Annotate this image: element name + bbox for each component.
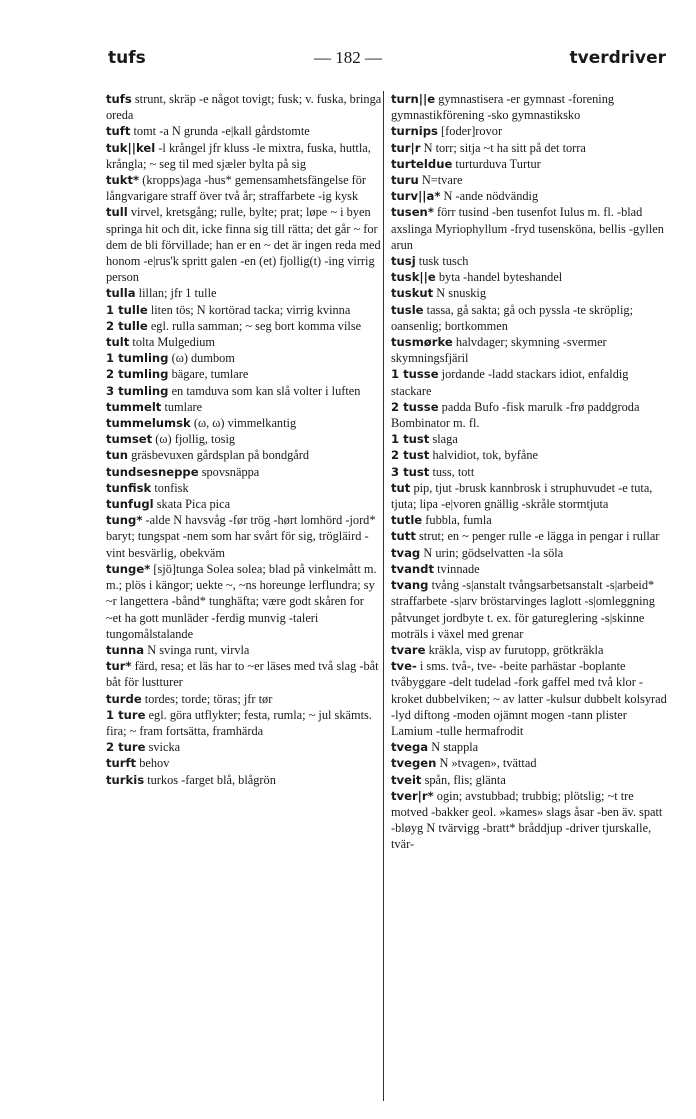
dictionary-entry	[391, 334, 669, 366]
dictionary-entry	[106, 366, 382, 382]
dictionary-entry	[391, 431, 669, 447]
entry-definition: tvång -s|anstalt tvångsarbetsanstalt -s|arbeid* straffarbete -s|arv bröstarvinges laglott -s|omleggning påtvunget jordbyte t. ex. för gatureglering -s|skinne moträls i växel med grenar	[391, 578, 655, 641]
entry-headword: 3 tumling	[106, 383, 169, 398]
dictionary-entry	[106, 496, 382, 512]
entry-definition: N urin; gödselvatten -la söla	[423, 545, 564, 560]
dictionary-entry	[106, 285, 382, 301]
dictionary-entry	[106, 658, 382, 690]
entry-headword: 1 tulle	[106, 302, 148, 317]
entry-definition: förr tusind -ben tusenfot Iulus m. fl. -blad axslinga Myriophyllum -fryd tusensköna, bellis -gyllen arun	[391, 205, 664, 252]
header-right-guideword: tverdriver	[569, 48, 666, 68]
dictionary-entry	[391, 739, 669, 755]
entry-definition: egl. rulla samman; ~ seg bort komma vilse	[150, 318, 362, 333]
dictionary-entry	[106, 334, 382, 350]
dictionary-entry	[106, 140, 382, 172]
entry-headword: tvang	[391, 578, 429, 593]
entry-definition: kräkla, visp av furutopp, grötkräkla	[428, 642, 604, 657]
entry-definition: N stappla	[431, 740, 479, 755]
dictionary-entry	[391, 577, 669, 642]
entry-headword: tvegen	[391, 756, 437, 771]
dictionary-entry	[391, 156, 669, 172]
entry-headword: turnips	[391, 124, 438, 139]
entry-headword: tulla	[106, 286, 136, 301]
entry-definition: skata Pica pica	[156, 497, 231, 512]
dictionary-entry	[391, 642, 669, 658]
dictionary-entry	[106, 204, 382, 285]
entry-headword: 2 tumling	[106, 367, 169, 382]
entry-headword: tutle	[391, 513, 423, 528]
entry-definition: bägare, tumlare	[171, 367, 249, 382]
entry-definition: färd, resa; et läs har to ~er läses med två slag -båt båt för lustturer	[106, 659, 379, 690]
entry-definition: jordande -ladd stackars idiot, enfaldig stackare	[391, 367, 629, 398]
page-number: — 182 —	[314, 48, 382, 67]
dictionary-entry	[391, 772, 669, 788]
dictionary-entry	[106, 772, 382, 788]
entry-headword: tvega	[391, 740, 429, 755]
entry-headword: tusk||e	[391, 270, 436, 285]
entry-definition: pip, tjut -brusk kannbrosk i struphuvudet -e tuta, tjuta; lipa -e|voren gnällig -skråle stormtjuta	[391, 480, 653, 512]
dictionary-entry	[391, 188, 669, 204]
entry-headword: 2 ture	[106, 740, 146, 755]
entry-headword: tvandt	[391, 561, 435, 576]
dictionary-entry	[106, 172, 382, 204]
entry-headword: tunfugl	[106, 497, 154, 512]
dictionary-entry	[391, 172, 669, 188]
dictionary-entry	[391, 366, 669, 398]
dictionary-entry	[391, 253, 669, 269]
entry-definition: N=tvare	[421, 173, 463, 188]
dictionary-entry	[106, 350, 382, 366]
dictionary-entry	[106, 642, 382, 658]
dictionary-entry	[106, 431, 382, 447]
dictionary-entry	[106, 561, 382, 642]
entry-headword: turde	[106, 691, 142, 706]
entry-definition: tumlare	[164, 399, 203, 414]
entry-headword: tunge*	[106, 561, 151, 576]
entry-headword: tvare	[391, 642, 426, 657]
entry-definition: spån, flis; glänta	[424, 772, 506, 787]
entry-definition: strunt, skräp -e något tovigt; fusk; v. fuska, bringa oreda	[106, 92, 382, 123]
entry-headword: turkis	[106, 772, 145, 787]
entry-headword: tuft	[106, 124, 131, 139]
dictionary-entry	[106, 91, 382, 123]
entry-headword: tuk||kel	[106, 140, 156, 155]
entry-definition: halvdager; skymning -svermer skymningsfjäril	[391, 335, 607, 366]
entry-headword: 1 ture	[106, 707, 146, 722]
dictionary-entry	[106, 318, 382, 334]
entry-definition: fubbla, fumla	[425, 513, 492, 528]
dictionary-entry	[391, 464, 669, 480]
dictionary-entry	[391, 561, 669, 577]
entry-definition: gräsbevuxen gårdsplan på bondgård	[131, 448, 310, 463]
entry-headword: tung*	[106, 513, 143, 528]
entry-definition: (ω) fjollig, tosig	[155, 432, 236, 447]
right-column	[391, 91, 669, 853]
entry-headword: tunfisk	[106, 480, 152, 495]
entry-definition: N svinga runt, virvla	[147, 642, 250, 657]
entry-definition: turturduva Turtur	[455, 156, 541, 171]
entry-definition: [sjö]tunga Solea solea; blad på vinkelmått m. m.; plös i kängor; uekte ~, ~ns horeunge lerflundra; sy ~r langettera -bånd* tunghäfta; være godt skåren for ~et ha gott munläder -ferdig munvig -taleri tungomålstalande	[106, 561, 377, 641]
entry-headword: tusmørke	[391, 335, 453, 350]
entry-definition: (kropps)aga -hus* gemensamhetsfängelse för långvarigare straff över två år; straffarbete -ig kysk	[106, 173, 367, 204]
entry-definition: N torr; sitja ~t ha sitt på det torra	[423, 140, 586, 155]
entry-headword: tve-	[391, 659, 417, 674]
entry-definition: padda Bufo -fisk marulk -frø paddgroda Bombinator m. fl.	[391, 399, 640, 431]
dictionary-entry	[391, 140, 669, 156]
entry-definition: halvidiot, tok, byfåne	[432, 448, 539, 463]
left-column	[106, 91, 382, 788]
entry-headword: tumset	[106, 432, 153, 447]
entry-headword: 2 tulle	[106, 318, 148, 333]
entry-headword: turn||e	[391, 92, 436, 106]
dictionary-entry	[106, 464, 382, 480]
column-divider	[383, 91, 384, 1101]
entry-headword: tukt*	[106, 173, 140, 188]
entry-definition: N -ande nödvändig	[443, 189, 539, 204]
entry-headword: 1 tumling	[106, 351, 169, 366]
dictionary-entry	[391, 658, 669, 739]
entry-definition: behov	[139, 756, 170, 771]
dictionary-entry	[106, 480, 382, 496]
dictionary-entry	[106, 399, 382, 415]
entry-definition: N »tvagen», tvättad	[439, 756, 537, 771]
entry-headword: turft	[106, 756, 137, 771]
entry-definition: virvel, kretsgång; rulle, bylte; prat; løpe ~ i byen springa hit och dit, icke finna sig till rätta; det går ~ for dem de bli förvillade; han er en ~ det är ingen reda med honom -e|rus'k spritt galen -en (et) fjollig(t) -ing virrig person	[106, 205, 381, 285]
entry-headword: tur|r	[391, 140, 421, 155]
entry-headword: tusle	[391, 302, 424, 317]
entry-headword: tveit	[391, 772, 422, 787]
entry-definition: en tamduva som kan slå volter i luften	[171, 383, 361, 398]
entry-definition: ogin; avstubbad; trubbig; plötslig; ~t tre motved -bakker geol. »kames» slags åsar -ben äv. spatt -bløyg N tvärvigg -bratt* bråddjup -driver tjurskalle, tvär-	[391, 788, 663, 852]
entry-headword: tusen*	[391, 205, 434, 220]
dictionary-entry	[391, 480, 669, 512]
entry-definition: spovsnäppa	[201, 464, 260, 479]
dictionary-entry	[106, 383, 382, 399]
entry-headword: turv||a*	[391, 189, 441, 204]
entry-definition: svicka	[148, 740, 181, 755]
dictionary-entry	[391, 528, 669, 544]
entry-definition: i sms. två-, tve- -beite parhästar -boplante tvåbyggare -delt tudelad -fork gaffel med två klor -kroket dubbelviken; ~ av latter -kulsur dubbelt kolsyrad -lyd diftong -moden ojämnt mogen -tann plister Lamium -tulle hermafrodit	[391, 659, 667, 738]
entry-headword: 1 tusse	[391, 367, 439, 382]
entry-definition: egl. göra utflykter; festa, rumla; ~ jul skämts. fira; ~ fram fortsätta, framhärda	[106, 707, 372, 738]
dictionary-entry	[391, 755, 669, 771]
entry-headword: tult	[106, 335, 130, 350]
entry-headword: tummelt	[106, 399, 162, 414]
entry-headword: 3 tust	[391, 464, 430, 479]
dictionary-entry	[106, 447, 382, 463]
dictionary-entry	[106, 739, 382, 755]
dictionary-entry	[391, 788, 669, 853]
dictionary-entry	[106, 512, 382, 561]
entry-definition: turkos -farget blå, blågrön	[147, 772, 276, 787]
dictionary-entry	[106, 302, 382, 318]
entry-definition: byta -handel byteshandel	[438, 270, 563, 285]
entry-definition: tonfisk	[154, 480, 189, 495]
entry-definition: strut; en ~ penger rulle -e lägga in pengar i rullar	[418, 529, 660, 544]
entry-definition: [foder]rovor	[441, 124, 503, 139]
header-left-guideword: tufs	[108, 48, 146, 68]
entry-definition: tomt -a N grunda -e|kall gårdstomte	[133, 124, 310, 139]
entry-headword: tur*	[106, 659, 132, 674]
entry-headword: tufs	[106, 92, 132, 106]
dictionary-entry	[391, 302, 669, 334]
entry-definition: tordes; torde; töras; jfr tør	[144, 691, 273, 706]
entry-headword: tut	[391, 480, 411, 495]
entry-headword: tutt	[391, 529, 416, 544]
dictionary-entry	[391, 447, 669, 463]
entry-headword: 1 tust	[391, 432, 430, 447]
entry-definition: N snuskig	[436, 286, 487, 301]
entry-headword: 2 tust	[391, 448, 430, 463]
dictionary-entry	[391, 91, 669, 123]
dictionary-entry	[391, 123, 669, 139]
entry-headword: tuskut	[391, 286, 434, 301]
entry-definition: tassa, gå sakta; gå och pyssla -te skröplig; oansenlig; bortkommen	[391, 302, 634, 333]
entry-definition: tuss, tott	[432, 464, 475, 479]
entry-definition: tusk tusch	[418, 254, 469, 269]
dictionary-entry	[106, 707, 382, 739]
dictionary-entry	[106, 415, 382, 431]
entry-definition: -l krångel jfr kluss -le mixtra, fuska, huttla, krångla; ~ seg til med sjæler bylta på sig	[106, 140, 371, 171]
entry-definition: liten tös; N kortörad tacka; virrig kvinna	[150, 302, 351, 317]
entry-definition: tolta Mulgedium	[132, 335, 216, 350]
dictionary-entry	[391, 285, 669, 301]
dictionary-entry	[106, 755, 382, 771]
dictionary-entry	[106, 123, 382, 139]
dictionary-entry	[391, 399, 669, 431]
entry-definition: (ω, ω) vimmelkantig	[193, 416, 297, 431]
entry-definition: slaga	[432, 432, 458, 447]
entry-definition: (ω) dumbom	[171, 351, 235, 366]
dictionary-entry	[391, 545, 669, 561]
entry-headword: tver|r*	[391, 788, 434, 803]
entry-headword: tvag	[391, 545, 421, 560]
entry-headword: tusj	[391, 254, 416, 269]
entry-headword: tundsesneppe	[106, 464, 199, 479]
entry-headword: tun	[106, 448, 129, 463]
dictionary-entry	[391, 269, 669, 285]
entry-definition: tvinnade	[437, 561, 480, 576]
dictionary-entry	[391, 512, 669, 528]
entry-headword: tull	[106, 205, 128, 220]
entry-headword: turu	[391, 173, 419, 188]
entry-headword: 2 tusse	[391, 399, 439, 414]
entry-headword: tummelumsk	[106, 416, 191, 431]
entry-definition: -alde N havsvåg -før trög -hørt lomhörd -jord* baryt; tungspat -nem som har svårt för sig, trögläird -vint besvärlig, obekväm	[106, 513, 376, 560]
entry-definition: gymnastisera -er gymnast -forening gymnastikförening -sko gymnastiksko	[391, 92, 615, 123]
entry-definition: lillan; jfr 1 tulle	[138, 286, 217, 301]
dictionary-entry	[106, 691, 382, 707]
entry-headword: turteldue	[391, 156, 453, 171]
dictionary-entry	[391, 204, 669, 253]
entry-headword: tunna	[106, 642, 145, 657]
